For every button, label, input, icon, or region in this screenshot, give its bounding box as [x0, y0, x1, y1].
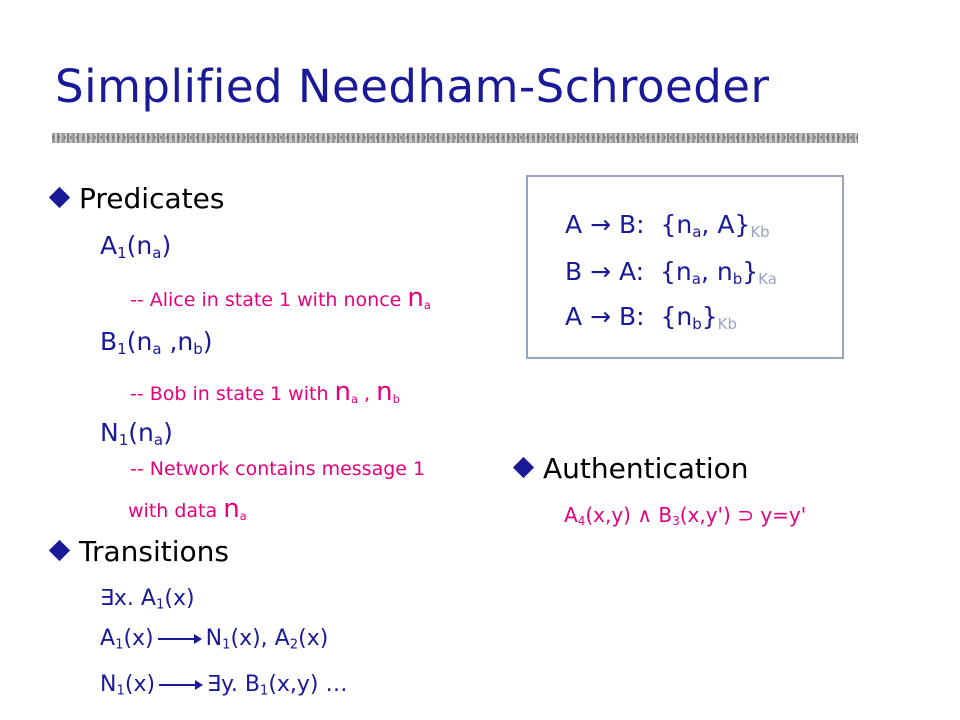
authentication-bullet [516, 452, 749, 485]
protocol-message-2: B → A: {$n_a$, $n_b\}_{Ka}$ [565, 257, 777, 288]
predicate-n1-comment-line2: with data $n_a$ [128, 494, 247, 524]
authentication-heading: Authentication [543, 452, 749, 485]
protocol-message-1: A → B: {$n_a$, $A\}_{Kb}$ [565, 210, 770, 241]
transitions-heading: Transitions [79, 535, 229, 568]
transition-1: ∃x. $A_1(x)$ [100, 586, 195, 613]
long-arrow-icon [158, 638, 200, 640]
right-arrow-icon: → [590, 302, 612, 331]
right-arrow-icon: → [590, 210, 612, 239]
predicate-b1-comment: -- Bob in state 1 with $n_a$ , $n_b$ [130, 377, 400, 407]
slide-title: Simplified Needham-Schroeder [55, 60, 770, 113]
predicate-n1-comment-line1: -- Network contains message 1 [130, 458, 426, 480]
title-divider [52, 133, 858, 143]
predicate-a1-comment: -- Alice in state 1 with nonce $n_a$ [130, 283, 431, 313]
transition-3: $N_1(x)$ ∃y. $B_1(x,y)$ … [100, 672, 348, 699]
transition-2: $A_1(x)$ $N_1(x)$, $A_2(x)$ [100, 626, 329, 653]
bullet-diamond-icon [49, 187, 70, 208]
predicate-n1: $N_1(n_a)$ [100, 418, 173, 449]
bullet-diamond-icon [49, 540, 70, 561]
authentication-formula: $A_4(x,y)$ ∧ $B_3(x,y')$ ⊃ y=y' [564, 503, 807, 528]
long-arrow-icon [159, 684, 201, 686]
protocol-message-3: A → B: $\{n_b\}_{Kb}$ [565, 302, 738, 333]
right-arrow-icon: → [590, 257, 612, 286]
predicates-heading: Predicates [79, 182, 225, 215]
predicate-b1: $B_1(n_a$ $,n_b$) [100, 327, 213, 358]
bullet-diamond-icon [513, 457, 534, 478]
predicates-bullet [52, 182, 224, 215]
predicate-a1: $A_1(n_a)$ [100, 231, 172, 262]
transitions-bullet [52, 535, 229, 568]
